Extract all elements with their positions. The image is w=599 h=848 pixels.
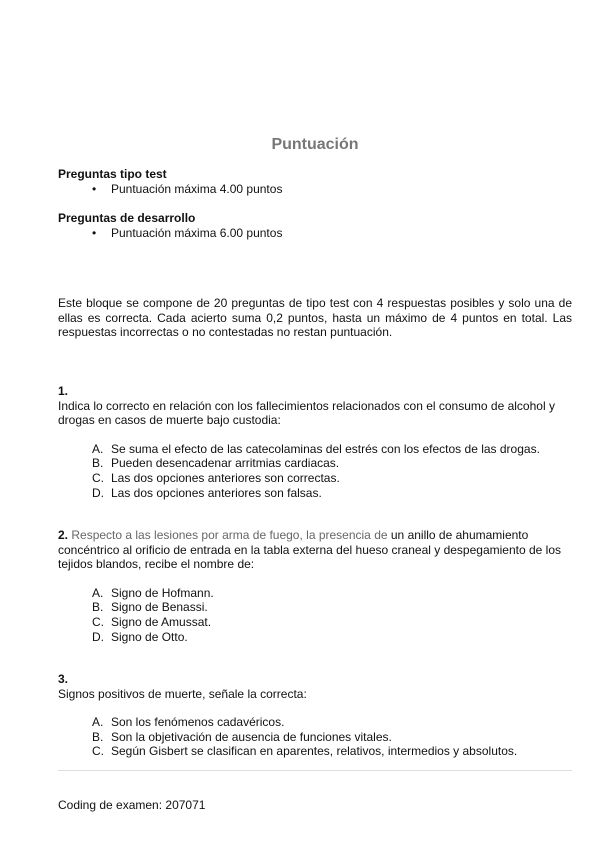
question-1 bbox=[58, 384, 572, 500]
bullet-icon: • bbox=[92, 225, 97, 240]
score-test-heading: Preguntas tipo test bbox=[58, 167, 167, 181]
question-2 bbox=[58, 528, 572, 644]
exam-code: Coding de examen: 207071 bbox=[58, 798, 206, 812]
score-test-text: Puntuación máxima 4.00 puntos bbox=[111, 181, 283, 196]
question-number: 1. bbox=[58, 384, 69, 398]
options-list bbox=[58, 715, 572, 759]
question-number: 2. bbox=[58, 528, 69, 542]
option-c: C. Según Gisbert se clasifican en aparentes, relativos, intermedios y absolutos. bbox=[92, 744, 518, 759]
score-test-item bbox=[58, 182, 572, 197]
option-c: C. Las dos opciones anteriores son correctas. bbox=[92, 470, 340, 485]
question-text: Signos positivos de muerte, señale la correcta: bbox=[58, 686, 307, 701]
options-list bbox=[58, 442, 572, 500]
question-text: 2. Respecto a las lesiones por arma de fuego, la presencia de un anillo de ahumamiento concéntrico al orificio de entrada en la tabla externa del hueso craneal y despegamiento de los tejidos blandos, recibe el nombre de: bbox=[58, 528, 561, 572]
score-development-section bbox=[58, 211, 572, 240]
option-a: A. Se suma el efecto de las catecolaminas del estrés con los efectos de las drogas. bbox=[92, 441, 540, 456]
score-test-section bbox=[58, 167, 572, 196]
question-number: 3. bbox=[58, 672, 69, 686]
score-development-text: Puntuación máxima 6.00 puntos bbox=[111, 225, 283, 240]
option-d: D. Las dos opciones anteriores son falsas. bbox=[92, 485, 322, 500]
option-b: B. Son la objetivación de ausencia de funciones vitales. bbox=[92, 729, 392, 744]
score-development-heading: Preguntas de desarrollo bbox=[58, 211, 196, 225]
option-b: B. Pueden desencadenar arritmias cardiacas. bbox=[92, 456, 340, 471]
option-a: A. Son los fenómenos cadavéricos. bbox=[92, 715, 285, 730]
intro-paragraph: Este bloque se compone de 20 preguntas de tipo test con 4 respuestas posibles y solo una de ellas es correcta. Cada acierto suma 0,2 puntos, hasta un máximo de 4 puntos en total. Las respuestas incorrectas o no contestadas no restan puntuación. bbox=[58, 296, 572, 340]
option-d: D. Signo de Otto. bbox=[92, 629, 188, 644]
question-text: Indica lo correcto en relación con los fallecimientos relacionados con el consumo de alcohol y drogas en casos de muerte bajo custodia: bbox=[58, 398, 555, 428]
option-a: A. Signo de Hofmann. bbox=[92, 585, 214, 600]
options-list bbox=[58, 586, 572, 644]
option-c: C. Signo de Amussat. bbox=[92, 614, 212, 629]
option-b: B. Signo de Benassi. bbox=[92, 600, 208, 615]
page-title: Puntuación bbox=[271, 136, 359, 153]
bullet-icon: • bbox=[92, 181, 97, 196]
question-3 bbox=[58, 672, 572, 759]
divider bbox=[58, 770, 572, 771]
score-development-item bbox=[58, 226, 572, 241]
